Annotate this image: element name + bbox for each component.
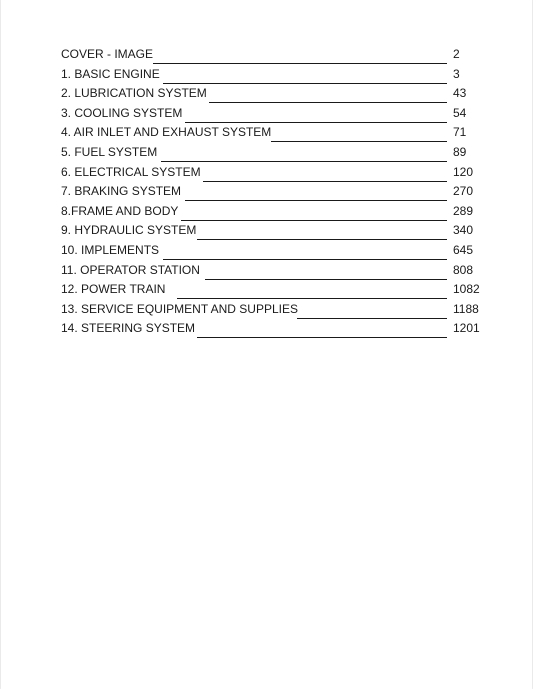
- toc-entry[interactable]: [61, 122, 481, 142]
- toc-entry-page: 120: [453, 164, 474, 179]
- toc-entry-title: 10. IMPLEMENTS: [61, 242, 160, 257]
- toc-entry-page: 645: [453, 242, 474, 257]
- toc-entry-page: 43: [453, 86, 467, 101]
- toc-entry-page: 54: [453, 105, 467, 120]
- toc-entry[interactable]: [61, 103, 481, 123]
- toc-entry-title: 5. FUEL SYSTEM: [61, 144, 158, 159]
- toc-entry-title: 2. LUBRICATION SYSTEM: [61, 86, 207, 101]
- toc-entry-title: 14. STEERING SYSTEM: [61, 321, 196, 336]
- toc-entry-page: 270: [453, 184, 474, 199]
- document-page: [1, 0, 532, 689]
- toc-entry-title: 12. POWER TRAIN: [61, 282, 166, 297]
- toc-entry-title: 11. OPERATOR STATION: [61, 262, 200, 277]
- toc-entry-page: 340: [453, 223, 474, 238]
- toc-entry[interactable]: [61, 240, 481, 260]
- toc-entry-title: 6. ELECTRICAL SYSTEM: [61, 164, 201, 179]
- toc-entry-title: 8.FRAME AND BODY: [61, 203, 179, 218]
- toc-entry[interactable]: [61, 83, 481, 103]
- toc-entry-page: 1082: [453, 282, 480, 297]
- toc-entry[interactable]: [61, 260, 481, 280]
- toc-entry-page: 289: [453, 203, 474, 218]
- toc-entry-title: 7. BRAKING SYSTEM: [61, 184, 182, 199]
- toc-entry-page: 1201: [453, 321, 480, 336]
- toc-entry-page: 2: [453, 47, 460, 61]
- toc-entry[interactable]: [61, 142, 481, 162]
- toc-entry-page: 71: [453, 125, 467, 140]
- toc-entry[interactable]: [61, 64, 481, 84]
- toc-entry-title: COVER - IMAGE: [61, 47, 154, 61]
- toc-entry[interactable]: [61, 318, 481, 338]
- toc-entry-title: 1. BASIC ENGINE: [61, 66, 160, 81]
- toc-entry-page: 808: [453, 262, 474, 277]
- toc-entry-title: 9. HYDRAULIC SYSTEM: [61, 223, 197, 238]
- toc-entry[interactable]: [61, 299, 481, 319]
- toc-entry[interactable]: [61, 279, 481, 299]
- toc-entry-page: 3: [453, 66, 460, 81]
- toc-entry[interactable]: [61, 44, 481, 64]
- toc-entry-page: 1188: [453, 301, 479, 316]
- toc-entry-title: 3. COOLING SYSTEM: [61, 105, 183, 120]
- toc-entry-title: 13. SERVICE EQUIPMENT AND SUPPLIES: [61, 301, 298, 316]
- toc-entry[interactable]: [61, 181, 481, 201]
- table-of-contents: [61, 44, 481, 338]
- toc-leader-line: [197, 337, 447, 338]
- toc-entry-title: 4. AIR INLET AND EXHAUST SYSTEM: [61, 125, 272, 140]
- toc-entry[interactable]: [61, 201, 481, 221]
- toc-entry[interactable]: [61, 162, 481, 182]
- toc-entry[interactable]: [61, 220, 481, 240]
- toc-entry-page: 89: [453, 144, 467, 159]
